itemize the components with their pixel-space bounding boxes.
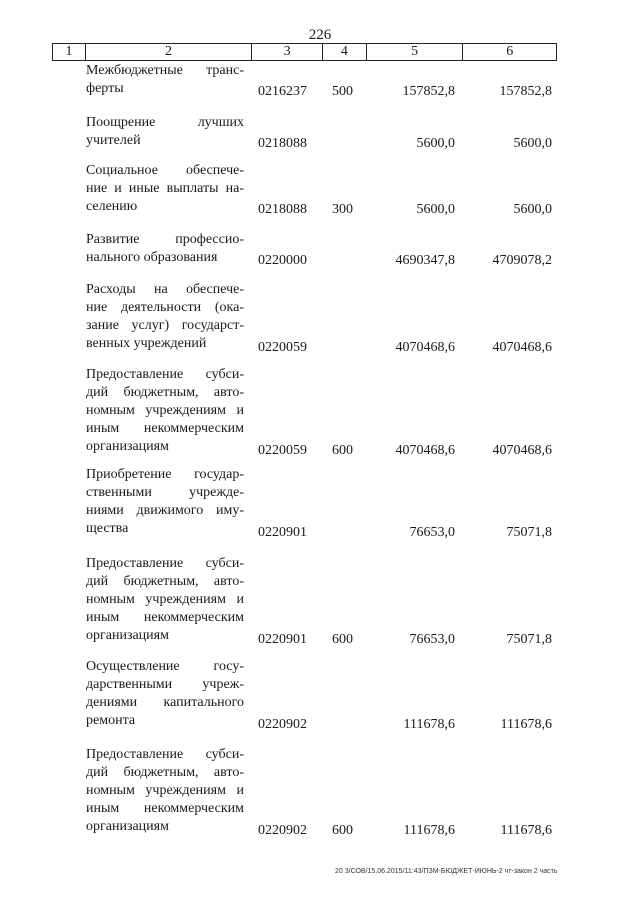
- column-header-1: 1: [53, 44, 86, 60]
- row-value-5: 5600,0: [416, 202, 455, 217]
- column-header-4: 4: [323, 44, 367, 60]
- row-code: 0216237: [258, 83, 307, 99]
- row-value-6: 157852,8: [499, 83, 552, 99]
- row-name-line: ственными учрежде-: [86, 485, 244, 500]
- row-name: [86, 555, 244, 645]
- row-name-line: дарственными учреж-: [86, 677, 244, 692]
- row-value-5: 4070468,6: [395, 443, 455, 458]
- column-header-2: 2: [86, 44, 252, 60]
- row-value-5: 4070468,6: [395, 339, 455, 355]
- row-name-line: венных учреждений: [86, 336, 207, 351]
- row-name-line: Поощрение лучших: [86, 115, 244, 130]
- row-value-6: 111678,6: [500, 716, 552, 732]
- row-name-line: Предоставление субси-: [86, 747, 244, 762]
- row-kind: 300: [332, 202, 353, 217]
- row-name-line: Предоставление субси-: [86, 367, 244, 382]
- row-name-line: иным некоммерческим: [86, 421, 244, 436]
- row-name-line: ферты: [86, 81, 124, 96]
- row-name-line: учителей: [86, 133, 141, 148]
- row-value-6: 75071,8: [506, 524, 552, 540]
- column-header-3: 3: [252, 44, 323, 60]
- row-code: 0220902: [258, 716, 307, 732]
- row-name-line: селению: [86, 199, 138, 214]
- row-name-line: Предоставление субси-: [86, 556, 244, 571]
- row-name-line: ние и иные выплаты на-: [86, 181, 244, 196]
- row-name-line: зание услуг) государст-: [86, 318, 244, 333]
- row-name: [86, 281, 244, 353]
- row-name-line: дий бюджетным, авто-: [86, 765, 244, 780]
- row-value-6: 5600,0: [513, 202, 552, 217]
- document-footer: 20 3/СОВ/15.06.2015/11:43/ПЗМ-БЮДЖЕТ-ИЮНЬ-2 чт-закон 2 часть: [335, 868, 558, 875]
- row-name-line: организациям: [86, 819, 169, 834]
- row-name: [86, 231, 244, 267]
- row-value-5: 5600,0: [416, 135, 455, 151]
- row-code: 0220902: [258, 823, 307, 838]
- row-code: 0220059: [258, 339, 307, 355]
- row-name-line: номным учреждениям и: [86, 783, 244, 798]
- table-header: [52, 43, 557, 61]
- row-kind: 600: [332, 823, 353, 838]
- row-name-line: Социальное обеспече-: [86, 163, 244, 178]
- row-kind: 600: [332, 443, 353, 458]
- row-name-line: щества: [86, 521, 129, 536]
- row-name-line: Межбюджетные транс-: [86, 63, 244, 78]
- row-name: [86, 114, 244, 150]
- row-name: [86, 366, 244, 456]
- row-code: 0220059: [258, 443, 307, 458]
- row-name-line: Расходы на обеспече-: [86, 282, 244, 297]
- row-name-line: номным учреждениям и: [86, 592, 244, 607]
- row-code: 0218088: [258, 135, 307, 151]
- row-name-line: иным некоммерческим: [86, 801, 244, 816]
- row-value-5: 76653,0: [409, 632, 455, 647]
- row-name-line: нального образования: [86, 250, 218, 265]
- row-value-5: 111678,6: [403, 823, 455, 838]
- row-value-6: 5600,0: [513, 135, 552, 151]
- row-value-5: 4690347,8: [395, 252, 455, 268]
- row-name: [86, 62, 244, 98]
- row-name-line: Осуществление госу-: [86, 659, 244, 674]
- row-name-line: номным учреждениям и: [86, 403, 244, 418]
- row-value-5: 157852,8: [402, 83, 455, 99]
- row-name-line: организациям: [86, 628, 169, 643]
- row-value-6: 75071,8: [506, 632, 552, 647]
- row-kind: 600: [332, 632, 353, 647]
- row-value-6: 4070468,6: [492, 339, 552, 355]
- row-name-line: Приобретение государ-: [86, 467, 244, 482]
- column-header-5: 5: [367, 44, 464, 60]
- row-value-6: 111678,6: [500, 823, 552, 838]
- row-name-line: иным некоммерческим: [86, 610, 244, 625]
- row-kind: 500: [332, 83, 353, 99]
- row-name-line: ниями движимого иму-: [86, 503, 244, 518]
- row-value-5: 76653,0: [409, 524, 455, 540]
- row-name: [86, 466, 244, 538]
- row-code: 0220901: [258, 632, 307, 647]
- row-name-line: ремонта: [86, 713, 136, 728]
- row-value-6: 4070468,6: [492, 443, 552, 458]
- row-name: [86, 658, 244, 730]
- row-name: [86, 746, 244, 836]
- row-name: [86, 162, 244, 216]
- row-code: 0220901: [258, 524, 307, 540]
- row-name-line: дий бюджетным, авто-: [86, 574, 244, 589]
- row-name-line: организациям: [86, 439, 169, 454]
- page-number: 226: [308, 27, 332, 43]
- row-name-line: Развитие профессио-: [86, 232, 244, 247]
- row-code: 0220000: [258, 252, 307, 268]
- row-value-5: 111678,6: [403, 716, 455, 732]
- row-name-line: ние деятельности (ока-: [86, 300, 244, 315]
- row-code: 0218088: [258, 202, 307, 217]
- row-name-line: дениями капитального: [86, 695, 244, 710]
- column-header-6: 6: [506, 44, 514, 59]
- row-value-6: 4709078,2: [492, 252, 552, 268]
- row-name-line: дий бюджетным, авто-: [86, 385, 244, 400]
